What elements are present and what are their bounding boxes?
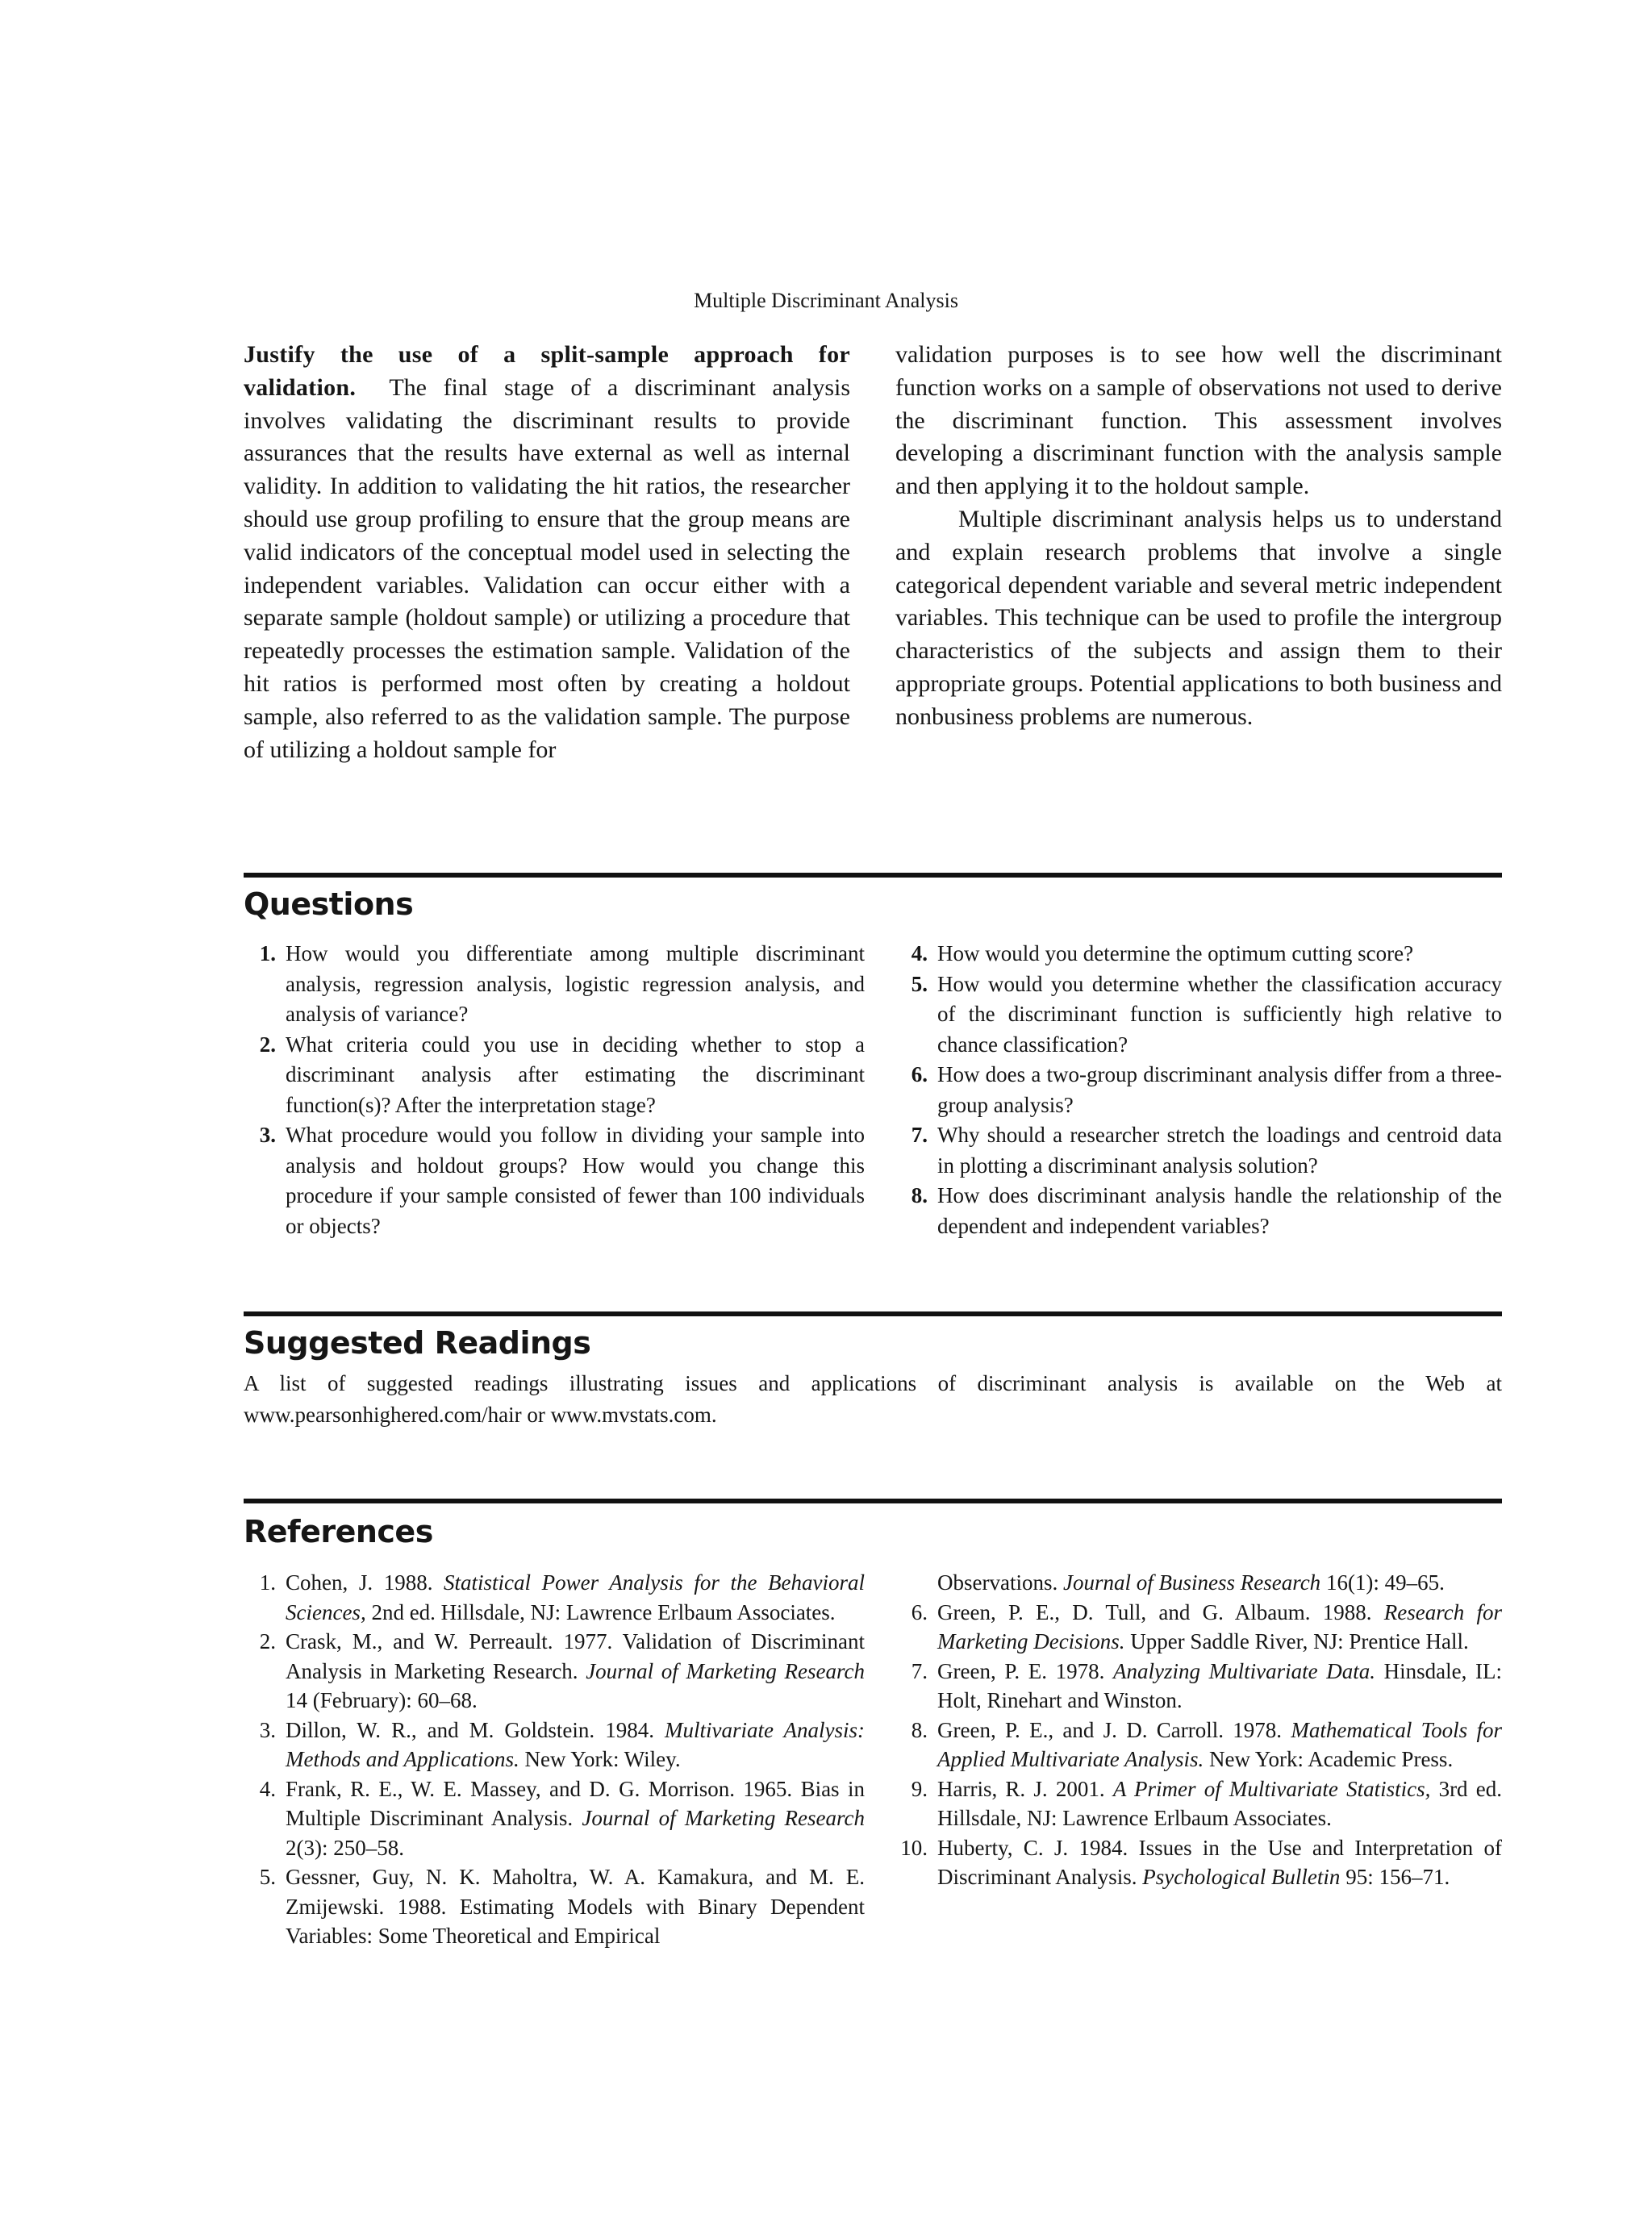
questions-rule <box>244 873 1502 878</box>
question-item: 3. What procedure would you follow in dividing your sample into analysis and holdout groups? How would you change this procedure if your sample consisted of fewer than 100 individuals or objects? <box>259 1123 865 1238</box>
reference-item: 9. Harris, R. J. 2001. A Primer of Multivariate Statistics, 3rd ed. Hillsdale, NJ: Lawrence Erlbaum Associates. <box>911 1776 1502 1830</box>
intro-paragraph-2: Multiple discriminant analysis helps us to understand and explain research problems that involve a single categorical dependent variable and several metric independent variables. This technique can be used to profile the intergroup characteristics of the subjects and assign them to their appropriate groups. Potential applications to both business and nonbusiness problems are numerous. <box>895 505 1502 730</box>
question-item: 8. How does discriminant analysis handle the relationship of the dependent and independent variables? <box>911 1183 1502 1238</box>
questions-column-left <box>244 939 865 1241</box>
reference-item: 1. Cohen, J. 1988. Statistical Power Analysis for the Behavioral Sciences, 2nd ed. Hillsdale, NJ: Lawrence Erlbaum Associates. <box>259 1570 865 1624</box>
intro-column-left <box>244 339 850 766</box>
question-item: 2. What criteria could you use in deciding whether to stop a discriminant analysis after estimating the discriminant function(s)? After the interpretation stage? <box>259 1032 865 1117</box>
suggested-readings-text: A list of suggested readings illustrating issues and applications of discriminant analysis is available on the Web at www.pearsonhighered.com/hair or www.mvstats.com. <box>244 1371 1502 1427</box>
question-item: 5. How would you determine whether the classification accuracy of the discriminant function is sufficiently high relative to chance classification? <box>911 971 1502 1057</box>
reference-item: 6. Green, P. E., D. Tull, and G. Albaum. 1988. Research for Marketing Decisions. Upper Saddle River, NJ: Prentice Hall. <box>911 1599 1502 1653</box>
references-column-left <box>244 1568 865 1951</box>
suggested-readings-title: Suggested Readings <box>244 1325 591 1361</box>
reference-item: 5. Gessner, Guy, N. K. Maholtra, W. A. Kamakura, and M. E. Zmijewski. 1988. Estimating Models with Binary Dependent Variables: Some Theoretical and Empirical <box>259 1865 865 1948</box>
questions-column-right <box>895 939 1502 1241</box>
suggested-readings-rule <box>244 1311 1502 1316</box>
reference-item: 8. Green, P. E., and J. D. Carroll. 1978. Mathematical Tools for Applied Multivariate Analysis. New York: Academic Press. <box>911 1717 1502 1771</box>
questions-title: Questions <box>244 886 414 922</box>
question-item: 4. How would you determine the optimum cutting score? <box>911 941 1414 965</box>
intro-column-right <box>895 339 1502 734</box>
intro-col1-text: The final stage of a discriminant analysis involves validating the discriminant results to provide assurances that the results have external as well as internal validity. In addition to validating the hit ratios, the researcher should use group profiling to ensure that the group means are valid indicators of the conceptual model used in selecting the independent variables. Validation can occur either with a separate sample (holdout sample) or utilizing a procedure that repeatedly processes the estimation sample. Validation of the hit ratios is performed most often by creating a holdout sample, also referred to as the validation sample. The purpose of utilizing a holdout sample for <box>244 373 851 763</box>
running-head: Multiple Discriminant Analysis <box>694 289 958 312</box>
intro-paragraph-continued: validation purposes is to see how well the discriminant function works on a sample of observations not used to derive the discriminant function. This assessment involves developing a discriminant function with the analysis sample and then applying it to the holdout sample. <box>895 341 1502 500</box>
references-column-right <box>895 1568 1502 1892</box>
question-item: 6. How does a two-group discriminant analysis differ from a three-group analysis? <box>911 1062 1502 1117</box>
reference-item: 7. Green, P. E. 1978. Analyzing Multivariate Data. Hinsdale, IL: Holt, Rinehart and Winston. <box>911 1658 1502 1712</box>
references-rule <box>244 1499 1502 1503</box>
reference-item: 2. Crask, M., and W. Perreault. 1977. Validation of Discriminant Analysis in Marketing Research. Journal of Marketing Research 14 (February): 60–68. <box>259 1629 865 1712</box>
reference-item: 4. Frank, R. E., W. E. Massey, and D. G. Morrison. 1965. Bias in Multiple Discriminant Analysis. Journal of Marketing Research 2(3): 250–58. <box>259 1776 865 1860</box>
intro-lead-heading: Justify the use of a split-sample approach for validation. <box>244 341 850 401</box>
references-title: References <box>244 1514 433 1549</box>
reference-item-continued: Observations. Journal of Business Research 16(1): 49–65. <box>937 1570 1445 1595</box>
question-item: 7. Why should a researcher stretch the loadings and centroid data in plotting a discriminant analysis solution? <box>911 1123 1502 1178</box>
reference-item: 3. Dillon, W. R., and M. Goldstein. 1984. Multivariate Analysis: Methods and Applications. New York: Wiley. <box>259 1717 865 1771</box>
intro-paragraph-1 <box>244 339 850 766</box>
question-item: 1. How would you differentiate among multiple discriminant analysis, regression analysis, logistic regression analysis, and analysis of variance? <box>259 941 865 1026</box>
reference-item: 10. Huberty, C. J. 1984. Issues in the Use and Interpretation of Discriminant Analysis. Psychological Bulletin 95: 156–71. <box>900 1835 1502 1889</box>
